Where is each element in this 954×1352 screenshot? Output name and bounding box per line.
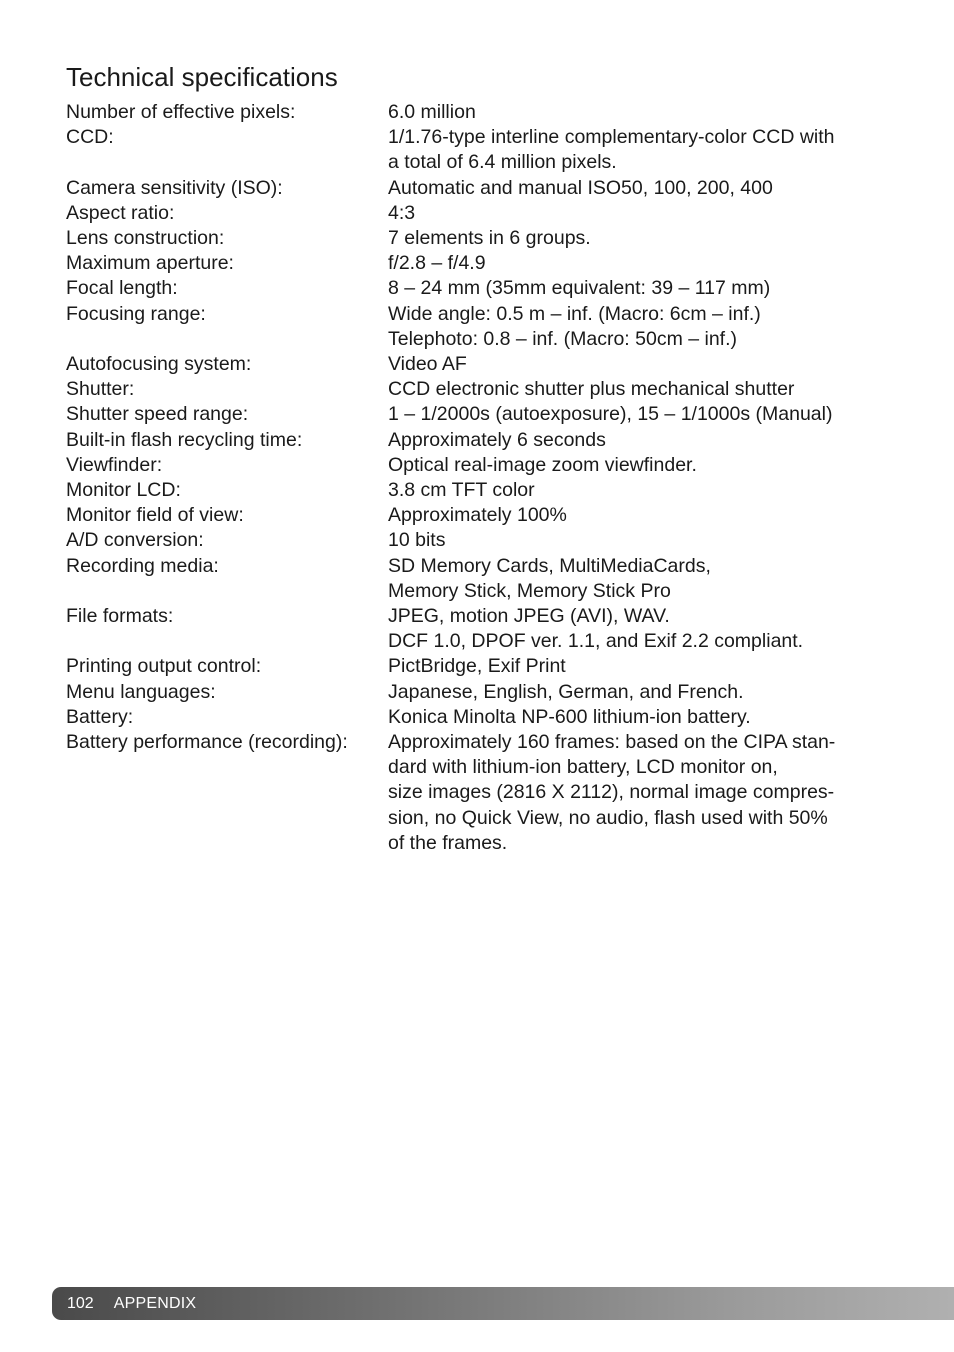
spec-label: File formats: [66,605,174,628]
spec-label: Monitor LCD: [66,479,181,502]
spec-value: Automatic and manual ISO50, 100, 200, 400 [388,176,773,199]
spec-value: 7 elements in 6 groups. [388,227,591,250]
spec-value: 8 – 24 mm (35mm equivalent: 39 – 117 mm) [388,277,771,300]
footer-bar [52,1287,954,1320]
spec-label: Shutter speed range: [66,403,249,426]
spec-label: CCD: [66,126,114,149]
spec-value: 6.0 million [388,101,476,123]
spec-label: Maximum aperture: [66,252,234,275]
spec-value: Video AF [388,353,467,376]
spec-label: Camera sensitivity (ISO): [66,176,283,199]
spec-label: Focal length: [66,277,178,300]
spec-label: Focusing range: [66,302,206,325]
spec-label: Lens construction: [66,227,225,250]
spec-label: Autofocusing system: [66,353,252,376]
spec-row-menu-languages [66,680,916,705]
spec-label: Number of effective pixels: [66,101,296,123]
spec-value: SD Memory Cards, MultiMediaCards, Memory Stick, Memory Stick Pro [388,554,711,602]
spec-row-ad-conversion [66,528,916,553]
spec-row-recording-media [66,554,916,604]
spec-row-lens-construction [66,226,916,251]
spec-value: Approximately 100% [388,504,567,527]
spec-row-shutter-speed-range [66,402,916,427]
spec-value: JPEG, motion JPEG (AVI), WAV. DCF 1.0, DPOF ver. 1.1, and Exif 2.2 compliant. [388,605,804,653]
spec-value: Konica Minolta NP-600 lithium-ion battery. [388,705,751,728]
spec-label: Monitor field of view: [66,504,244,527]
page-number: 102 [67,1294,94,1312]
spec-row-aspect-ratio [66,201,916,226]
spec-label: Battery: [66,705,134,728]
spec-row-viewfinder [66,453,916,478]
spec-label: Aspect ratio: [66,201,175,224]
spec-label: Recording media: [66,554,219,577]
spec-row-battery [66,705,916,730]
spec-row-ccd [66,125,916,175]
spec-value: 1 – 1/2000s (autoexposure), 15 – 1/1000s (Manual) [388,403,833,426]
spec-row-file-formats [66,604,916,654]
spec-value: Japanese, English, German, and French. [388,680,744,703]
spec-value: 4:3 [388,201,416,224]
spec-row-focal-length [66,276,916,301]
spec-row-shutter [66,377,916,402]
spec-value: Wide angle: 0.5 m – inf. (Macro: 6cm – inf.) Telephoto: 0.8 – inf. (Macro: 50cm – inf.) [388,302,761,350]
spec-value: 3.8 cm TFT color [388,479,535,502]
spec-row-battery-performance [66,730,916,856]
spec-row-effective-pixels [66,100,916,125]
spec-row-iso [66,176,916,201]
spec-value: PictBridge, Exif Print [388,655,566,678]
section-name: APPENDIX [113,1294,197,1312]
page-title: Technical specifications [66,62,338,92]
spec-row-focusing-range [66,302,916,352]
spec-row-maximum-aperture [66,251,916,276]
spec-value: Optical real-image zoom viewfinder. [388,453,697,476]
spec-label: Battery performance (recording): [66,731,348,754]
spec-row-autofocusing-system [66,352,916,377]
spec-value: Approximately 6 seconds [388,428,606,451]
spec-label: Printing output control: [66,655,262,678]
spec-value: CCD electronic shutter plus mechanical shutter [388,378,795,401]
spec-row-monitor-lcd [66,478,916,503]
spec-value: f/2.8 – f/4.9 [388,252,486,275]
spec-row-flash-recycling-time [66,428,916,453]
spec-label: Viewfinder: [66,453,163,476]
spec-label: Built-in flash recycling time: [66,428,303,451]
spec-label: A/D conversion: [66,529,204,552]
spec-row-monitor-field-of-view [66,503,916,528]
spec-value: 1/1.76-type interline complementary-color CCD with a total of 6.4 million pixels. [388,126,835,174]
spec-value: 10 bits [388,529,446,552]
spec-table [66,100,916,856]
spec-value: Approximately 160 frames: based on the CIPA stan- dard with lithium-ion battery, LCD monitor on, size images (2816 X 2112), normal image compres- sion, no Quick View, no audio, flash used with 50% of the frames. [388,731,836,854]
spec-label: Shutter: [66,378,135,401]
spec-row-printing-output-control [66,654,916,679]
spec-label: Menu languages: [66,680,216,703]
